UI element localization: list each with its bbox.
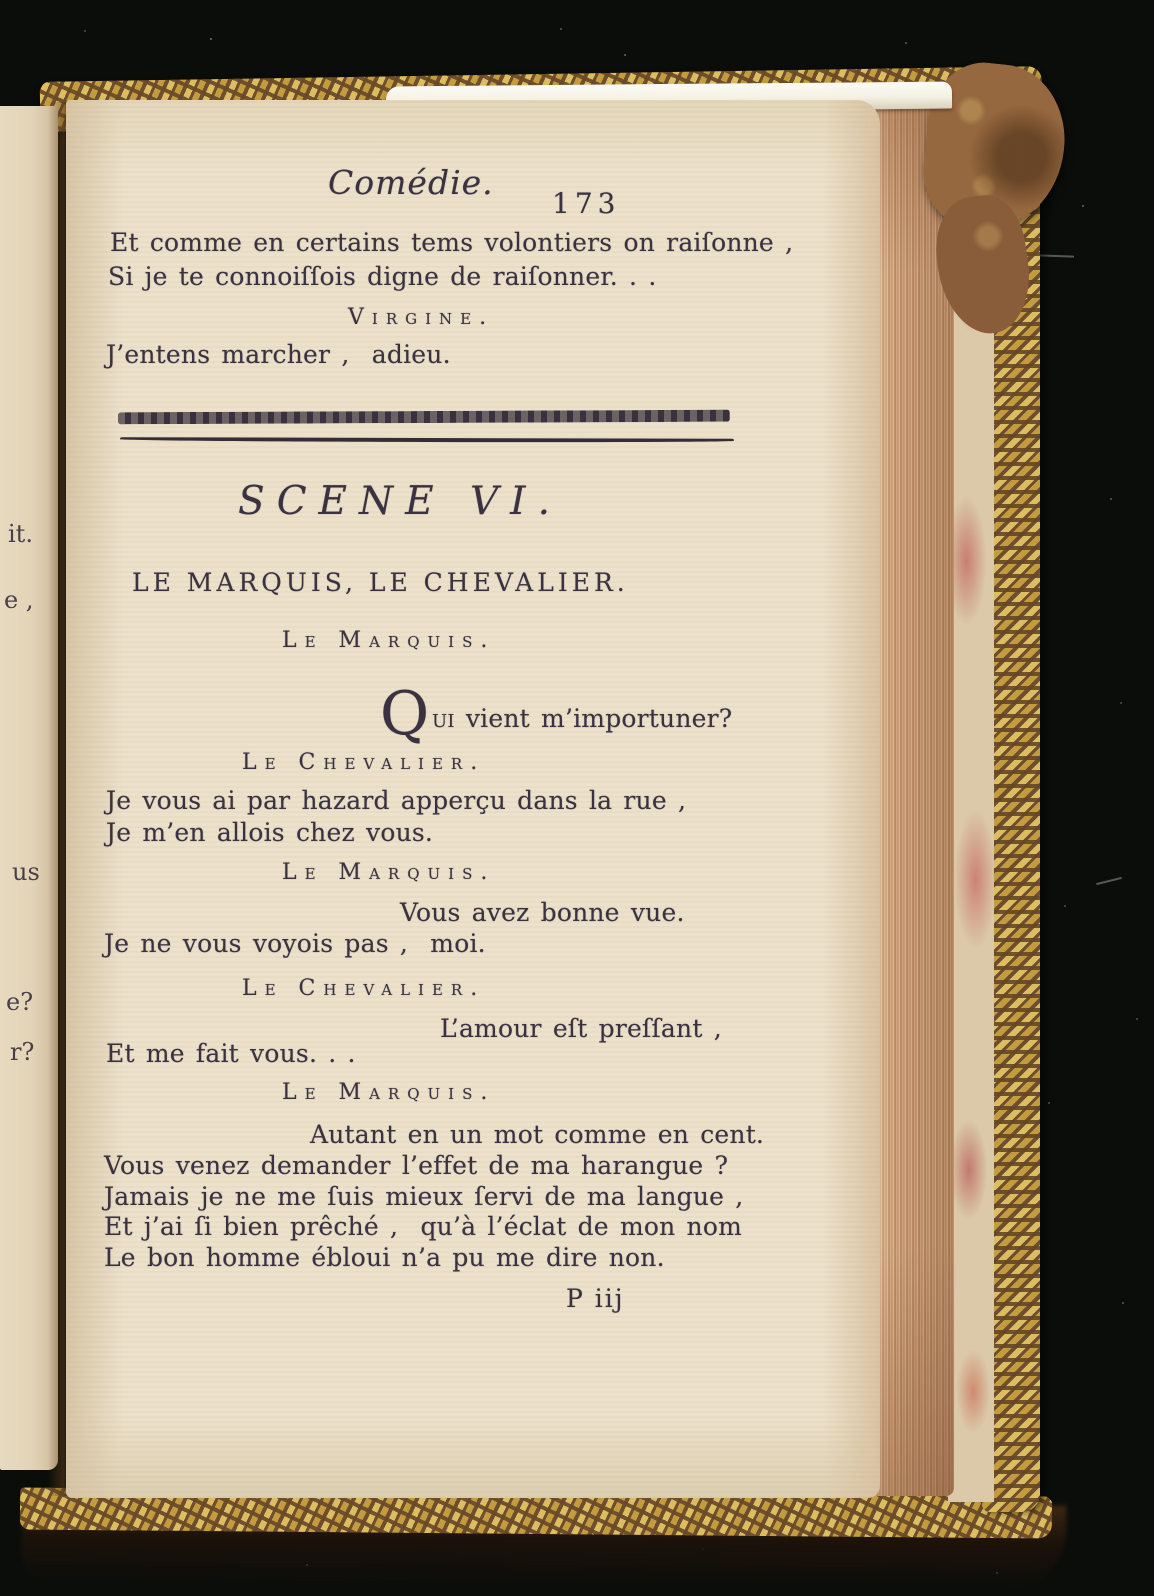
verse-line: Si je te connoiſſois digne de raiſonner. . . — [108, 262, 657, 291]
verse-line: Le bon homme ébloui n’a pu me dire non. — [104, 1243, 665, 1272]
facing-page-text-fragment: e? — [6, 988, 34, 1016]
verse-line: Je vous ai par hazard apperçu dans la rue , — [106, 786, 687, 815]
verse-line: Jamais je ne me ſuis mieux ſervi de ma langue , — [104, 1182, 744, 1211]
running-header: Comédie. — [328, 163, 494, 202]
verse-line: Vous avez bonne vue. — [400, 898, 685, 927]
verse-line: Et me fait vous. . . — [106, 1039, 356, 1068]
verse-line — [432, 706, 732, 731]
facing-page-text-fragment: r? — [10, 1038, 35, 1066]
scratch-mark — [1096, 877, 1122, 885]
page-fore-edge-stack — [868, 106, 954, 1496]
speaker-label: Le Marquis. — [282, 628, 496, 653]
verse-line: Autant en un mot comme en cent. — [310, 1120, 765, 1149]
speaker-label: Le Chevalier. — [242, 976, 486, 1001]
cast-list: LE MARQUIS, LE CHEVALIER. — [132, 568, 629, 597]
speaker-label: Virgine. — [348, 305, 495, 330]
facing-page-text-fragment: it. — [8, 520, 33, 548]
speaker-label: Le Chevalier. — [242, 750, 486, 775]
signature-mark: P iij — [566, 1284, 625, 1313]
verse-line-rest: vient m’importuner? — [454, 704, 733, 733]
page-number: 173 — [552, 187, 621, 220]
verse-line: Je ne vous voyois pas , moi. — [104, 929, 486, 958]
facing-page-text-fragment: us — [12, 858, 40, 886]
speaker-label: Le Marquis. — [282, 860, 496, 885]
scene-heading: SCENE VI. — [238, 479, 562, 524]
verse-line: Et comme en certains tems volontiers on raiſonne , — [110, 228, 794, 257]
verse-line: Je m’en allois chez vous. — [106, 818, 434, 847]
scratch-mark — [1038, 254, 1074, 257]
drop-cap: Q — [380, 679, 430, 749]
facing-page-text-fragment: e , — [4, 586, 34, 614]
verse-line: Et j’ai ſi bien prêché , qu’à l’éclat de mon nom — [104, 1212, 743, 1241]
dust-speckles — [0, 0, 2, 2]
verse-line: J’entens marcher , adieu. — [106, 340, 451, 369]
speaker-label: Le Marquis. — [282, 1080, 496, 1105]
verse-line: L’amour eſt preſſant , — [440, 1014, 722, 1043]
small-caps-run: ui — [432, 704, 455, 733]
verse-line: Vous venez demander l’effet de ma harangue ? — [104, 1151, 729, 1180]
